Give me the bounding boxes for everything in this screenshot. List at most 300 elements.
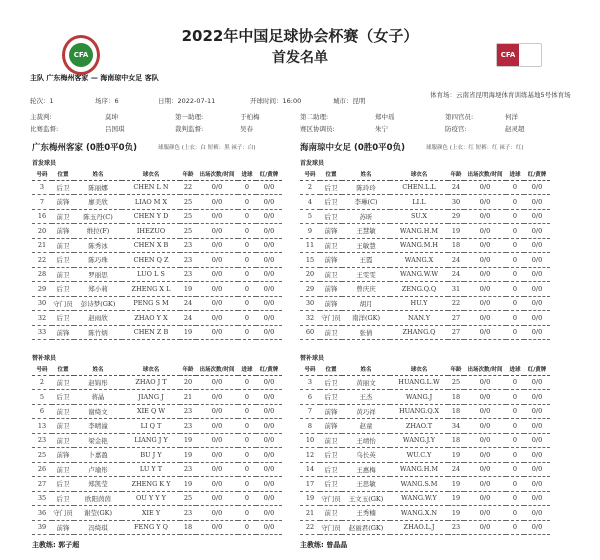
player-row bbox=[32, 180, 282, 195]
appearances: 0/0 bbox=[196, 209, 238, 224]
table-header-row bbox=[32, 363, 282, 375]
shirt-name: BU J Y bbox=[122, 448, 180, 463]
home-team-name: 广东梅州客家 (0胜0平0负) bbox=[32, 143, 137, 153]
goals: 0 bbox=[506, 267, 524, 282]
appearances: 0/0 bbox=[464, 325, 506, 340]
player-row bbox=[300, 238, 550, 253]
appearances: 0/0 bbox=[196, 180, 238, 195]
shirt-name: WANG.X bbox=[390, 253, 448, 268]
goals: 0 bbox=[506, 311, 524, 326]
official-label: 第四官员: bbox=[445, 113, 474, 121]
cards: 0/0 bbox=[256, 253, 282, 268]
appearances: 0/0 bbox=[464, 462, 506, 477]
goals: 0 bbox=[238, 491, 256, 506]
player-number: 22 bbox=[300, 520, 320, 535]
player-row bbox=[32, 491, 282, 506]
shirt-name: HUANG.L.W bbox=[390, 375, 448, 390]
player-age: 19 bbox=[448, 448, 464, 463]
appearances: 0/0 bbox=[196, 253, 238, 268]
player-number: 21 bbox=[300, 506, 320, 521]
player-row bbox=[300, 325, 550, 340]
logo-text: CFA bbox=[69, 43, 93, 67]
player-position: 后卫 bbox=[320, 209, 342, 224]
goals: 0 bbox=[238, 433, 256, 448]
column-header: 位置 bbox=[320, 363, 342, 375]
shirt-name: WANG.J.Y bbox=[390, 433, 448, 448]
appearances: 0/0 bbox=[196, 462, 238, 477]
player-row bbox=[32, 375, 282, 390]
player-position: 后卫 bbox=[52, 180, 74, 195]
player-position: 后卫 bbox=[52, 253, 74, 268]
player-position: 前锋 bbox=[52, 224, 74, 239]
player-name: 王秀楠 bbox=[342, 506, 390, 521]
player-name: 陈玲玲 bbox=[342, 180, 390, 195]
home-kit-colors: 球服颜色 (上衣：白 短裤：黑 袜子：白) bbox=[158, 145, 256, 151]
player-age: 22 bbox=[180, 180, 196, 195]
column-header: 姓名 bbox=[342, 168, 390, 180]
player-age: 29 bbox=[448, 209, 464, 224]
goals: 0 bbox=[238, 477, 256, 492]
appearances: 0/0 bbox=[464, 296, 506, 311]
home-subs-label: 替补球员 bbox=[32, 355, 57, 362]
shirt-name: WU.C.Y bbox=[390, 448, 448, 463]
appearances: 0/0 bbox=[464, 390, 506, 405]
column-header: 姓名 bbox=[74, 168, 122, 180]
cards: 0/0 bbox=[256, 448, 282, 463]
player-number: 20 bbox=[32, 224, 52, 239]
goals: 0 bbox=[506, 462, 524, 477]
player-number: 26 bbox=[32, 462, 52, 477]
player-row bbox=[32, 390, 282, 405]
player-age: 30 bbox=[448, 195, 464, 210]
shirt-name: NAN.Y bbox=[390, 311, 448, 326]
player-position: 前卫 bbox=[52, 419, 74, 434]
player-name: 乌长英 bbox=[342, 448, 390, 463]
column-header: 出场次数/时间 bbox=[464, 168, 506, 180]
shirt-name: CHEN L N bbox=[122, 180, 180, 195]
shirt-name: XIE Y bbox=[122, 506, 180, 521]
appearances: 0/0 bbox=[464, 311, 506, 326]
appearances: 0/0 bbox=[464, 253, 506, 268]
player-name: 黄巧祥 bbox=[342, 404, 390, 419]
player-position: 前卫 bbox=[52, 209, 74, 224]
goals: 0 bbox=[506, 195, 524, 210]
player-position: 前卫 bbox=[320, 433, 342, 448]
player-name: 欧阳茵茵 bbox=[74, 491, 122, 506]
shirt-name: LI.L bbox=[390, 195, 448, 210]
player-age: 24 bbox=[448, 253, 464, 268]
appearances: 0/0 bbox=[464, 238, 506, 253]
player-name: 廖美欣 bbox=[74, 195, 122, 210]
player-row bbox=[32, 404, 282, 419]
player-row bbox=[300, 180, 550, 195]
appearances: 0/0 bbox=[196, 390, 238, 405]
player-age: 20 bbox=[180, 375, 196, 390]
shirt-name: OU Y Y Y bbox=[122, 491, 180, 506]
player-number: 3 bbox=[300, 375, 320, 390]
player-position: 守门员 bbox=[320, 520, 342, 535]
appearances: 0/0 bbox=[196, 506, 238, 521]
player-name: 李琳(C) bbox=[342, 195, 390, 210]
player-number: 11 bbox=[300, 238, 320, 253]
goals: 0 bbox=[506, 433, 524, 448]
player-number: 9 bbox=[300, 224, 320, 239]
player-name: 王惠梅 bbox=[342, 462, 390, 477]
player-age: 18 bbox=[448, 433, 464, 448]
goals: 0 bbox=[506, 224, 524, 239]
appearances: 0/0 bbox=[196, 238, 238, 253]
column-header: 进球 bbox=[506, 168, 524, 180]
player-age: 25 bbox=[180, 491, 196, 506]
player-row bbox=[300, 224, 550, 239]
player-number: 17 bbox=[300, 477, 320, 492]
appearances: 0/0 bbox=[196, 325, 238, 340]
appearances: 0/0 bbox=[196, 433, 238, 448]
cards: 0/0 bbox=[524, 448, 550, 463]
player-row bbox=[300, 462, 550, 477]
cards: 0/0 bbox=[524, 520, 550, 535]
appearances: 0/0 bbox=[196, 224, 238, 239]
player-name: 陈玉丹(C) bbox=[74, 209, 122, 224]
player-name: 郑小莉 bbox=[74, 282, 122, 297]
player-row bbox=[32, 462, 282, 477]
shirt-name: WANG.J bbox=[390, 390, 448, 405]
player-row bbox=[300, 209, 550, 224]
player-age: 23 bbox=[180, 462, 196, 477]
goals: 0 bbox=[238, 311, 256, 326]
player-position: 守门员 bbox=[320, 491, 342, 506]
column-header: 年龄 bbox=[448, 168, 464, 180]
player-number: 19 bbox=[300, 491, 320, 506]
starters-table bbox=[32, 168, 282, 340]
column-header: 进球 bbox=[238, 363, 256, 375]
player-age: 18 bbox=[448, 238, 464, 253]
player-row bbox=[300, 375, 550, 390]
player-row bbox=[300, 506, 550, 521]
goals: 0 bbox=[506, 375, 524, 390]
cards: 0/0 bbox=[256, 224, 282, 239]
player-number: 39 bbox=[32, 520, 52, 535]
player-number: 23 bbox=[32, 433, 52, 448]
player-position: 后卫 bbox=[52, 311, 74, 326]
cards: 0/0 bbox=[524, 390, 550, 405]
goals: 0 bbox=[506, 209, 524, 224]
player-name: 张倩 bbox=[342, 325, 390, 340]
player-name: 王敏慧 bbox=[342, 238, 390, 253]
goals: 0 bbox=[238, 520, 256, 535]
player-position: 前卫 bbox=[320, 238, 342, 253]
player-position: 前锋 bbox=[320, 419, 342, 434]
player-name: 王文玉(GK) bbox=[342, 491, 390, 506]
goals: 0 bbox=[238, 325, 256, 340]
player-position: 前锋 bbox=[320, 282, 342, 297]
player-number: 8 bbox=[300, 419, 320, 434]
shirt-name: WANG.H.M bbox=[390, 224, 448, 239]
table-header-row bbox=[32, 168, 282, 180]
cards: 0/0 bbox=[256, 311, 282, 326]
player-age: 24 bbox=[180, 296, 196, 311]
player-position: 前卫 bbox=[52, 404, 74, 419]
player-position: 前锋 bbox=[52, 520, 74, 535]
shirt-name: ZHAO.T bbox=[390, 419, 448, 434]
player-number: 7 bbox=[300, 404, 320, 419]
player-row bbox=[300, 448, 550, 463]
shirt-name: LIANG J Y bbox=[122, 433, 180, 448]
player-name: 罗丽思 bbox=[74, 267, 122, 282]
player-name: 陈丽娜 bbox=[74, 180, 122, 195]
column-header: 号码 bbox=[32, 168, 52, 180]
player-number: 32 bbox=[300, 311, 320, 326]
player-position: 后卫 bbox=[320, 195, 342, 210]
player-name: 王霞 bbox=[342, 253, 390, 268]
player-age: 23 bbox=[448, 520, 464, 535]
player-position: 守门员 bbox=[52, 296, 74, 311]
player-number: 13 bbox=[32, 419, 52, 434]
player-position: 前卫 bbox=[320, 325, 342, 340]
shirt-name: LIAO M X bbox=[122, 195, 180, 210]
player-number: 30 bbox=[32, 296, 52, 311]
goals: 0 bbox=[506, 477, 524, 492]
player-age: 24 bbox=[448, 267, 464, 282]
player-row bbox=[300, 311, 550, 326]
cards: 0/0 bbox=[256, 296, 282, 311]
player-number: 35 bbox=[32, 491, 52, 506]
player-position: 前卫 bbox=[52, 433, 74, 448]
player-number: 22 bbox=[32, 253, 52, 268]
cards: 0/0 bbox=[524, 180, 550, 195]
player-number: 16 bbox=[32, 209, 52, 224]
shirt-name: WANG.H.M bbox=[390, 462, 448, 477]
cards: 0/0 bbox=[256, 390, 282, 405]
cards: 0/0 bbox=[256, 433, 282, 448]
column-header: 姓名 bbox=[342, 363, 390, 375]
player-number: 12 bbox=[300, 448, 320, 463]
official-label: 主裁判: bbox=[30, 113, 52, 121]
column-header: 红/黄牌 bbox=[524, 168, 550, 180]
player-number: 30 bbox=[300, 296, 320, 311]
shirt-name: LUO L S bbox=[122, 267, 180, 282]
player-row bbox=[32, 238, 282, 253]
appearances: 0/0 bbox=[464, 282, 506, 297]
official-label: 比赛监督: bbox=[30, 125, 59, 133]
player-age: 25 bbox=[448, 375, 464, 390]
appearances: 0/0 bbox=[196, 520, 238, 535]
goals: 0 bbox=[506, 296, 524, 311]
player-position: 前卫 bbox=[52, 267, 74, 282]
player-name: 卢瑜彤 bbox=[74, 462, 122, 477]
player-number: 25 bbox=[32, 448, 52, 463]
player-name: 蒋晶 bbox=[74, 390, 122, 405]
player-age: 25 bbox=[180, 224, 196, 239]
away-kit-colors: 球服颜色 (上衣：红 短裤：红 袜子：红) bbox=[426, 145, 524, 151]
cards: 0/0 bbox=[524, 433, 550, 448]
player-position: 前卫 bbox=[320, 506, 342, 521]
player-position: 守门员 bbox=[320, 311, 342, 326]
official-label: 第二助理: bbox=[300, 113, 329, 121]
player-age: 23 bbox=[180, 419, 196, 434]
appearances: 0/0 bbox=[464, 433, 506, 448]
player-name: 维拉(F) bbox=[74, 224, 122, 239]
player-number: 28 bbox=[32, 267, 52, 282]
player-age: 19 bbox=[180, 477, 196, 492]
shirt-name: ZHAO Y X bbox=[122, 311, 180, 326]
away-subs-label: 替补球员 bbox=[300, 355, 325, 362]
shirt-name: WANG.X.N bbox=[390, 506, 448, 521]
player-row bbox=[32, 296, 282, 311]
player-age: 24 bbox=[180, 311, 196, 326]
away-team-name: 海南琼中女足 (0胜0平0负) bbox=[300, 143, 405, 153]
appearances: 0/0 bbox=[464, 375, 506, 390]
shirt-name: CHEN Q Z bbox=[122, 253, 180, 268]
appearances: 0/0 bbox=[196, 419, 238, 434]
player-position: 后卫 bbox=[320, 448, 342, 463]
goals: 0 bbox=[238, 296, 256, 311]
player-row bbox=[32, 325, 282, 340]
player-name: 曾庆庆 bbox=[342, 282, 390, 297]
player-position: 前锋 bbox=[52, 325, 74, 340]
player-name: 赵雨欣 bbox=[74, 311, 122, 326]
player-position: 前锋 bbox=[320, 253, 342, 268]
player-row bbox=[32, 224, 282, 239]
player-row bbox=[300, 419, 550, 434]
player-name: 王靖怡 bbox=[342, 433, 390, 448]
away-head-coach: 主教练: 曾晶晶 bbox=[300, 541, 348, 549]
player-number: 6 bbox=[300, 390, 320, 405]
player-row bbox=[300, 390, 550, 405]
cards: 0/0 bbox=[524, 419, 550, 434]
official-name: 于柏梅 bbox=[240, 113, 260, 121]
cards: 0/0 bbox=[524, 195, 550, 210]
official-name: 莫坤 bbox=[105, 113, 118, 121]
shirt-name: CHEN Z B bbox=[122, 325, 180, 340]
shirt-name: ZHANG.Q bbox=[390, 325, 448, 340]
cards: 0/0 bbox=[256, 506, 282, 521]
player-position: 前锋 bbox=[320, 404, 342, 419]
appearances: 0/0 bbox=[196, 491, 238, 506]
player-position: 后卫 bbox=[52, 491, 74, 506]
column-header: 球衣名 bbox=[390, 168, 448, 180]
player-name: 赵丽君(GK) bbox=[342, 520, 390, 535]
shirt-name: WANG.S.M bbox=[390, 477, 448, 492]
starters-table bbox=[300, 168, 550, 340]
match-order: 场序：6 bbox=[95, 97, 119, 105]
official-label: 防疫官: bbox=[445, 125, 467, 133]
player-name: 王雯雯 bbox=[342, 267, 390, 282]
shirt-name: HUANG.Q.X bbox=[390, 404, 448, 419]
player-name: 卜嘉盈 bbox=[74, 448, 122, 463]
cards: 0/0 bbox=[256, 238, 282, 253]
cards: 0/0 bbox=[256, 195, 282, 210]
goals: 0 bbox=[506, 180, 524, 195]
goals: 0 bbox=[238, 238, 256, 253]
goals: 0 bbox=[506, 506, 524, 521]
appearances: 0/0 bbox=[196, 477, 238, 492]
official-name: 吴春 bbox=[240, 125, 253, 133]
player-age: 19 bbox=[180, 448, 196, 463]
player-position: 守门员 bbox=[52, 506, 74, 521]
appearances: 0/0 bbox=[464, 506, 506, 521]
player-position: 前卫 bbox=[52, 462, 74, 477]
player-age: 23 bbox=[180, 253, 196, 268]
player-number: 3 bbox=[32, 180, 52, 195]
goals: 0 bbox=[506, 390, 524, 405]
column-header: 红/黄牌 bbox=[256, 363, 282, 375]
player-age: 34 bbox=[448, 419, 464, 434]
player-number: 20 bbox=[300, 267, 320, 282]
shirt-name: WANG.M.H bbox=[390, 238, 448, 253]
player-name: 梁金艳 bbox=[74, 433, 122, 448]
player-name: 南洋(GK) bbox=[342, 311, 390, 326]
appearances: 0/0 bbox=[464, 448, 506, 463]
player-position: 前卫 bbox=[52, 238, 74, 253]
goals: 0 bbox=[238, 267, 256, 282]
venue: 体育场：云南省昆明海埂体育训练基地5号体育场 bbox=[430, 91, 571, 99]
appearances: 0/0 bbox=[196, 311, 238, 326]
cards: 0/0 bbox=[256, 267, 282, 282]
appearances: 0/0 bbox=[464, 180, 506, 195]
player-name: 彭诗梦(GK) bbox=[74, 296, 122, 311]
cards: 0/0 bbox=[256, 404, 282, 419]
home-head-coach: 主教练: 郭子超 bbox=[32, 541, 80, 549]
cards: 0/0 bbox=[524, 238, 550, 253]
appearances: 0/0 bbox=[464, 195, 506, 210]
cards: 0/0 bbox=[524, 224, 550, 239]
goals: 0 bbox=[506, 448, 524, 463]
player-age: 23 bbox=[180, 238, 196, 253]
table-header-row bbox=[300, 363, 550, 375]
player-age: 25 bbox=[180, 209, 196, 224]
player-position: 后卫 bbox=[320, 375, 342, 390]
player-age: 22 bbox=[448, 296, 464, 311]
player-name: 谢莹(GK) bbox=[74, 506, 122, 521]
shirt-name: ZHAO J T bbox=[122, 375, 180, 390]
player-age: 24 bbox=[448, 180, 464, 195]
shirt-name: ZHENG K Y bbox=[122, 477, 180, 492]
player-number: 36 bbox=[32, 506, 52, 521]
player-position: 后卫 bbox=[52, 282, 74, 297]
player-age: 18 bbox=[448, 404, 464, 419]
player-name: 黄丽文 bbox=[342, 375, 390, 390]
column-header: 位置 bbox=[52, 363, 74, 375]
column-header: 年龄 bbox=[180, 363, 196, 375]
shirt-name: XIE Q W bbox=[122, 404, 180, 419]
player-age: 18 bbox=[448, 390, 464, 405]
player-name: 胡月 bbox=[342, 296, 390, 311]
cards: 0/0 bbox=[256, 491, 282, 506]
cards: 0/0 bbox=[256, 325, 282, 340]
shirt-name: SU.X bbox=[390, 209, 448, 224]
player-position: 前锋 bbox=[320, 296, 342, 311]
player-row bbox=[300, 477, 550, 492]
player-name: 冯绮琪 bbox=[74, 520, 122, 535]
player-number: 27 bbox=[32, 477, 52, 492]
goals: 0 bbox=[506, 520, 524, 535]
goals: 0 bbox=[506, 238, 524, 253]
goals: 0 bbox=[506, 253, 524, 268]
player-name: 王杰 bbox=[342, 390, 390, 405]
player-number: 29 bbox=[32, 282, 52, 297]
player-row bbox=[300, 282, 550, 297]
player-row bbox=[32, 433, 282, 448]
official-label: 第一助理: bbox=[175, 113, 204, 121]
column-header: 出场次数/时间 bbox=[196, 363, 238, 375]
subs-table bbox=[300, 363, 550, 535]
shirt-name: WANG.W.Y bbox=[390, 491, 448, 506]
player-age: 23 bbox=[180, 506, 196, 521]
appearances: 0/0 bbox=[464, 477, 506, 492]
player-name: 赵锦彤 bbox=[74, 375, 122, 390]
official-name: 何洋 bbox=[505, 113, 518, 121]
